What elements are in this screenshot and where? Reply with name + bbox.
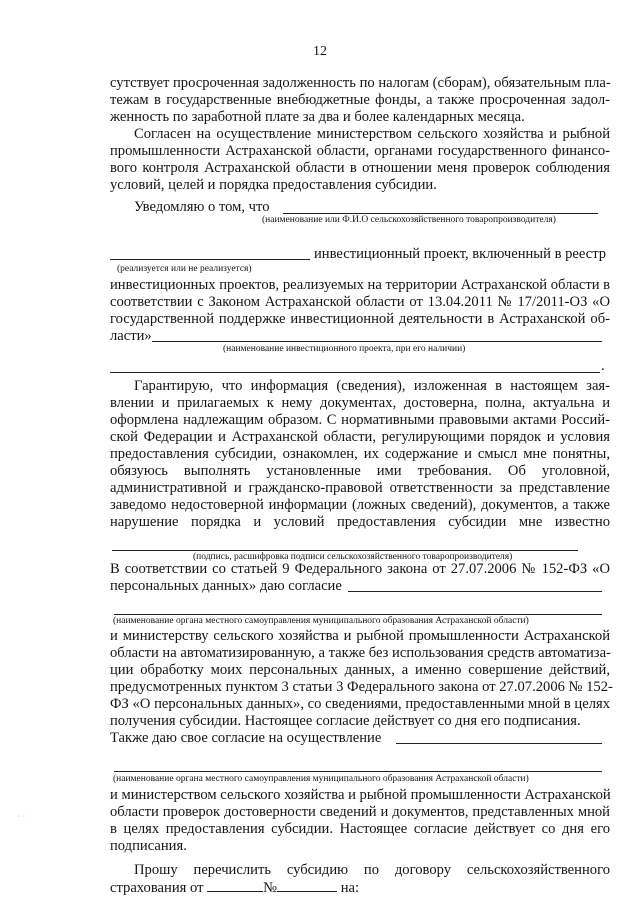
text-line: ции обработку моих персональных данных, а именно совершение действий, [110, 662, 610, 678]
local-authority-field-continued[interactable] [114, 614, 602, 615]
text-line: в целях предоставления субсидии. Настоящее согласие действует со дня его [110, 821, 610, 837]
text-line: нарушение порядка и условий предоставления субсидии мне известно [110, 514, 610, 530]
text-line: Также даю свое согласие на осуществление [110, 730, 382, 746]
text-line: административной и гражданско-правовой ответственности за представление [110, 480, 610, 496]
text-line: персональных данных» даю согласие [110, 578, 342, 594]
text-line: промышленности Астраханской области, органами государственного финансо- [110, 143, 610, 159]
text-line: Гарантирую, что информация (сведения), изложенная в настоящем зая- [134, 378, 610, 394]
text-line: области проверок достоверности сведений и документов, представленных мной [110, 804, 610, 820]
project-tail: инвестиционный проект, включенный в реестр [314, 246, 607, 262]
caption-signature: (подпись, расшифровка подписи сельскохозяйственного товаропроизводителя) [193, 552, 513, 562]
caption-realized: (реализуется или не реализуется) [117, 264, 252, 274]
realized-field[interactable] [110, 259, 310, 260]
text-line: инвестиционных проектов, реализуемых на территории Астраханской области в [110, 277, 611, 293]
contract-date-field[interactable] [207, 879, 263, 892]
document-page: 12 сутствует просроченная задолженность по налогам (сборам), обязательным пла- тежам в государственные внебюджетные фонды, а также просроченная задол- женность по заработной плате за два и более календарных месяца. Согласен на осуществление министерством сельского хозяйства и рыбной промышленности Астраханской области, органами государственного финансо- вого контроля Астраханской области в отношении меня проверок соблюдения условий, целей и порядка предоставления субсидии. Уведомляю о том, что (наименование или Ф.И.О сельскохозяйственного товаропроизводителя) инвестиционный проект, включенный в реестр (реализуется или не реализуется) инвестиционных проектов, реализуемых на территории Астраханской области в соответствии с Законом Астраханской области от 13.04.2011 № 17/2011-ОЗ «О государственной поддержке инвестиционной деятельности в Астраханской об- ласти» (наименование инвестиционного проекта, при его наличии) . Гарантирую, что информация (сведения), изложенная в настоящем зая- влении и прилагаемых к нему документах, достоверна, полна, актуальна и оформлена надлежащим образом. С нормативными правовыми актами Россий- ской Федерации и Астраханской области, регулирующими порядок и условия предоставления субсидии, ознакомлен, их содержание и смысл мне понятны, обязуюсь выполнять установленные ими требования. Об уголовной, административной и гражданско-правовой ответственности за представление заведомо недостоверной информации (ложных сведений), документов, а также нарушение порядка и условий предоставления субсидии мне известно (подпись, расшифровка подписи сельскохозяйственного товаропроизводителя) В соответствии со статьей 9 Федерального закона от 27.07.2006 № 152-ФЗ «О персональных данных» даю согласие (наименование органа местного самоуправления муниципального образования Астраханской области) и министерству сельского хозяйства и рыбной промышленности Астраханской области на автоматизированную, а также без использования средств автоматиза- ции обработку моих персональных данных, а именно совершение действий, предусмотренных пунктом 3 статьи 3 Федерального закона от 27.07.2006 № 152- ФЗ «О персональных данных», со сведениями, предоставленными мной в целях получения субсидии. Настоящее согласие действует со дня его подписания. Также даю свое согласие на осуществление (наименование органа местного самоуправления муниципального образования Астраханской области) и министерством сельского хозяйства и рыбной промышленности Астраханской области проверок достоверности сведений и документов, представленных мной в целях предоставления субсидии. Настоящее согласие действует со дня его подписания. Прошу перечислить субсидию по договору сельскохозяйственного страхования от № на: · · [0, 0, 640, 905]
on-label: на: [340, 880, 360, 896]
project-name-field-continued[interactable] [110, 372, 600, 373]
text-line: Согласен на осуществление министерством сельского хозяйства и рыбной [134, 126, 610, 142]
text-line: ФЗ «О персональных данных», со сведениями, предоставленными мной в целях [110, 696, 610, 712]
text-line: области на автоматизированную, а также без использования средств автоматиза- [110, 645, 611, 661]
text-line: предоставления субсидии, ознакомлен, их содержание и смысл мне понятны, [110, 446, 610, 462]
text-line: государственной поддержке инвестиционной деятельности в Астраханской об- [110, 311, 610, 327]
text-line: оформлена надлежащим образом. С нормативными правовыми актами Россий- [110, 412, 610, 428]
text-line: женность по заработной плате за два и более календарных месяца. [110, 109, 525, 125]
text-line: условий, целей и порядка предоставления субсидии. [110, 177, 437, 193]
text-line: получения субсидии. Настоящее согласие действует со дня его подписания. [110, 713, 581, 729]
caption-project: (наименование инвестиционного проекта, при его наличии) [223, 344, 466, 354]
text-line: ласти» [110, 328, 152, 344]
text-line: сутствует просроченная задолженность по налогам (сборам), обязательным пла- [110, 75, 611, 91]
insurance-label: страхования от [110, 880, 204, 896]
request-line [110, 879, 610, 897]
text-line: подписания. [110, 838, 187, 854]
text-line: вого контроля Астраханской области в отношении меня проверок соблюдения [110, 160, 610, 176]
text-line: и министерством сельского хозяйства и рыбной промышленности Астраханской [110, 787, 611, 803]
page-number: 12 [313, 44, 327, 59]
scan-speck: · · [18, 812, 26, 821]
verification-authority-field-continued[interactable] [114, 771, 602, 772]
text-line: влении и прилагаемых к нему документах, достоверна, полна, актуальна и [110, 395, 610, 411]
text-line: ской Федерации и Астраханской области, регулирующими порядок и условия [110, 429, 610, 445]
producer-name-field[interactable] [283, 213, 598, 214]
caption-producer: (наименование или Ф.И.О сельскохозяйственного товаропроизводителя) [262, 215, 556, 225]
caption-local-authority: (наименование органа местного самоуправления муниципального образования Астраханской области) [113, 616, 529, 626]
contract-number-field[interactable] [277, 879, 337, 892]
signature-field[interactable] [112, 550, 578, 551]
text-line: В соответствии со статьей 9 Федерального закона от 27.07.2006 № 152-ФЗ «О [110, 561, 610, 577]
verification-authority-field[interactable] [396, 743, 602, 744]
notify-lead: Уведомляю о том, что [134, 199, 270, 215]
text-line: предусмотренных пунктом 3 статьи 3 Федерального закона от 27.07.2006 № 152- [110, 679, 613, 695]
text-line: заведомо недостоверной информации (ложных сведений), документов, а также [110, 497, 610, 513]
local-authority-field[interactable] [348, 591, 602, 592]
text-line: тежам в государственные внебюджетные фонды, а также просроченная задол- [110, 92, 610, 108]
text-line: и министерству сельского хозяйства и рыбной промышленности Астраханской [110, 628, 610, 644]
text-line: Прошу перечислить субсидию по договору сельскохозяйственного [134, 862, 610, 878]
text-line: соответствии с Законом Астраханской области от 13.04.2011 № 17/2011-ОЗ «О [110, 294, 610, 310]
text-line: обязуюсь выполнять установленные ими требования. Об уголовной, [110, 463, 610, 479]
caption-local-authority-2: (наименование органа местного самоуправления муниципального образования Астраханской области) [113, 774, 529, 784]
project-name-field[interactable] [152, 341, 602, 342]
number-sign: № [263, 880, 278, 896]
